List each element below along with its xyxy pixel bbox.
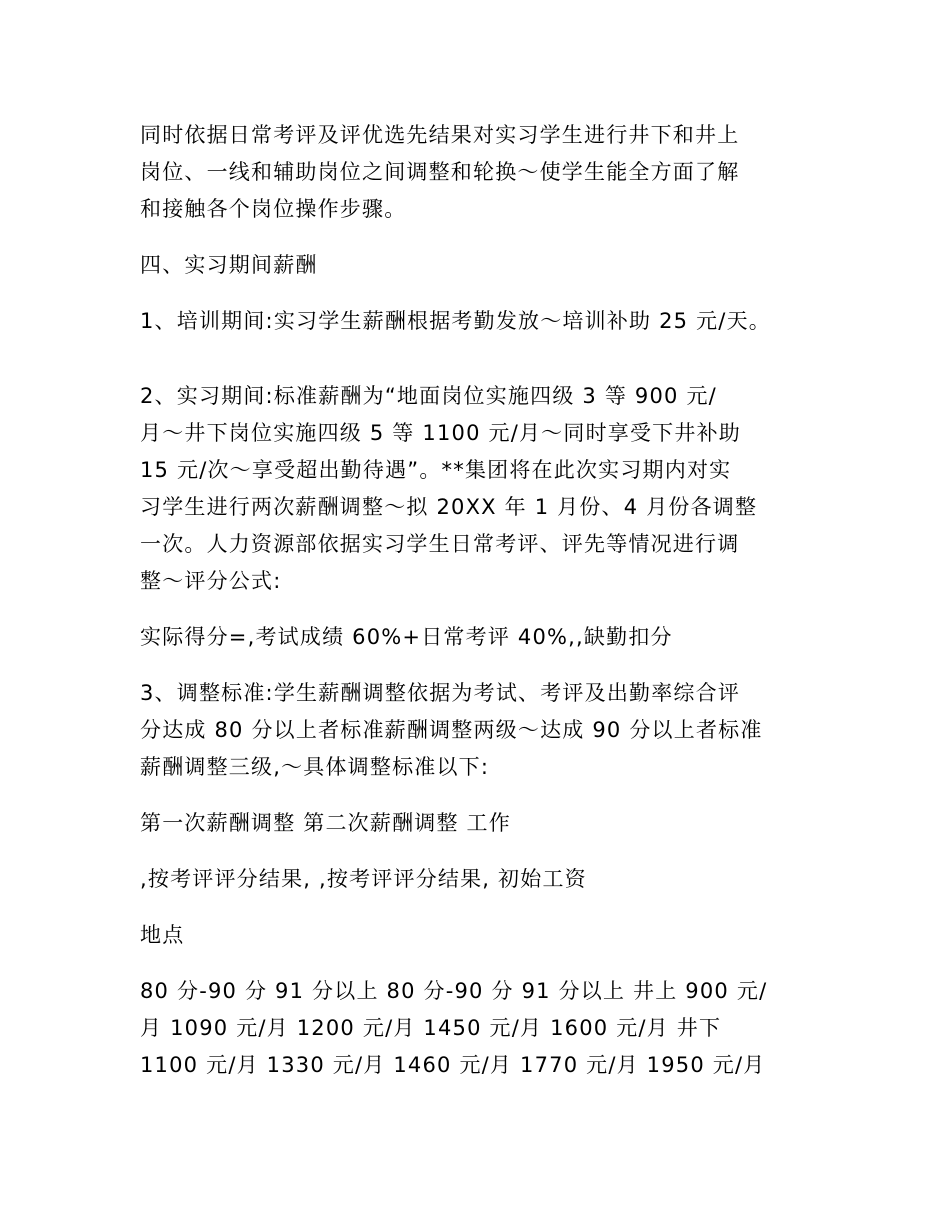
text-line: 四、实习期间薪酬 [140, 253, 318, 277]
paragraph-score-formula [140, 619, 820, 656]
text-line: 地点 [140, 923, 185, 947]
text-line: 习学生进行两次薪酬调整～拟 20XX 年 1 月份、4 月份各调整 [140, 495, 758, 519]
paragraph-adjustment-standard [140, 675, 820, 786]
paragraph-training-pay [140, 303, 820, 340]
table-subheader-row [140, 861, 820, 898]
text-line: 实际得分=,考试成绩 60%+日常考评 40%,,缺勤扣分 [140, 625, 673, 649]
section-heading-salary [140, 247, 820, 284]
text-line: 3、调整标准:学生薪酬调整依据为考试、考评及出勤率综合评 [140, 681, 741, 705]
text-line: 1、培训期间:实习学生薪酬根据考勤发放～培训补助 25 元/天。 [140, 309, 771, 333]
text-line: 岗位、一线和辅助岗位之间调整和轮换～使学生能全方面了解 [140, 160, 740, 184]
text-line: 月 1090 元/月 1200 元/月 1450 元/月 1600 元/月 井下 [140, 1016, 722, 1040]
text-line: 1100 元/月 1330 元/月 1460 元/月 1770 元/月 1950 元/月 [140, 1053, 766, 1077]
text-line: 80 分-90 分 91 分以上 80 分-90 分 91 分以上 井上 900 元/ [140, 979, 768, 1003]
text-line: 薪酬调整三级,～具体调整标准以下: [140, 755, 490, 779]
paragraph-rotation [140, 117, 820, 228]
text-line: 月～井下岗位实施四级 5 等 1100 元/月～同时享受下井补助 [140, 421, 741, 445]
text-line: 第一次薪酬调整 第二次薪酬调整 工作 [140, 811, 511, 835]
text-line: 整～评分公式: [140, 569, 282, 593]
text-line: 2、实习期间:标准薪酬为“地面岗位实施四级 3 等 900 元/ [140, 384, 717, 408]
text-line: ,按考评评分结果, ,按考评评分结果, 初始工资 [140, 867, 587, 891]
text-line: 同时依据日常考评及评优选先结果对实习学生进行井下和井上 [140, 123, 740, 147]
table-values [140, 973, 820, 1084]
text-line: 15 元/次～享受超出勤待遇”。**集团将在此次实习期内对实 [140, 458, 732, 482]
text-line: 和接触各个岗位操作步骤。 [140, 197, 407, 221]
text-line: 一次。人力资源部依据实习学生日常考评、评先等情况进行调 [140, 532, 740, 556]
document-body [140, 117, 820, 1084]
text-line: 分达成 80 分以上者标准薪酬调整两级～达成 90 分以上者标准 [140, 718, 763, 742]
table-header-row [140, 805, 820, 842]
table-location-label [140, 917, 820, 954]
paragraph-internship-pay [140, 378, 820, 600]
